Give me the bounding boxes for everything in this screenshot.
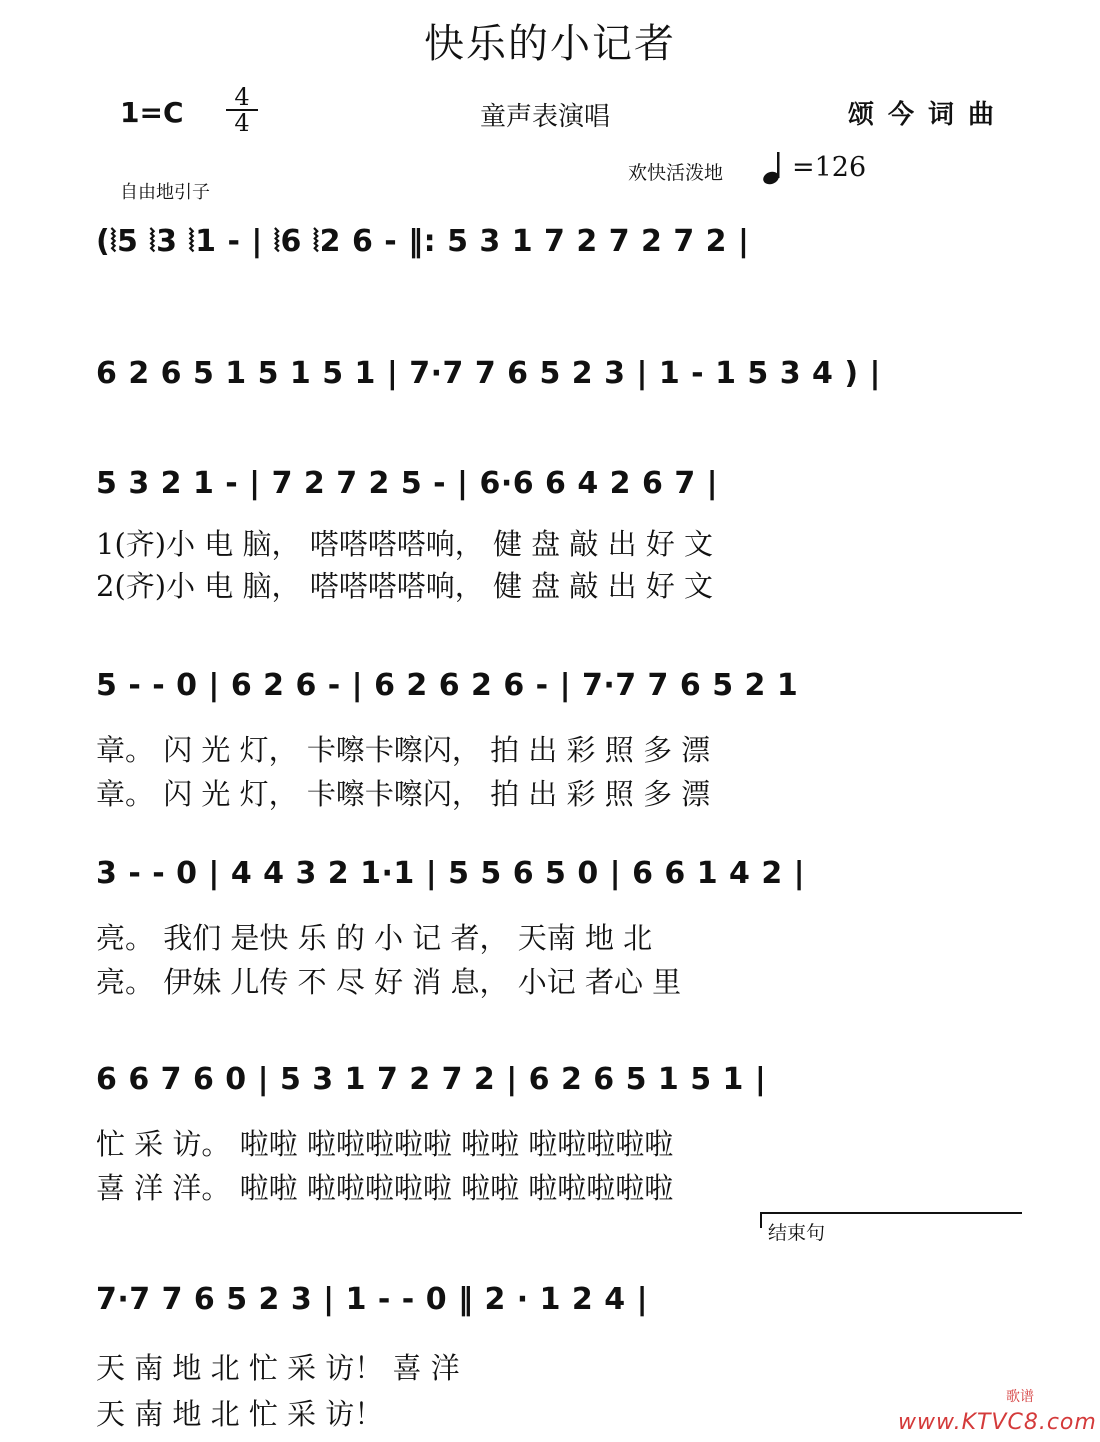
ending-label: 结束句 (768, 1222, 826, 1244)
quarter-note-icon (760, 150, 792, 186)
score-line-6: 6 6 7 6 0 | 5 3 1 7 2 7 2 | 6 2 6 5 1 5 1 | (96, 1062, 767, 1097)
score-line-2: 6 2 6 5 1 5 1 5 1 | 7·7 7 6 5 2 3 | 1 - 1 5 3 4 ) | (96, 356, 881, 391)
time-signature (226, 83, 258, 137)
song-title: 快乐的小记者 (424, 21, 676, 67)
intro-label: 自由地引子 (120, 182, 210, 203)
score-line-1: (⦚5 ⦚3 ⦚1 - | ⦚6 ⦚2 6 - ‖: 5 3 1 7 2 7 2 7 2 | (96, 224, 750, 259)
lyric-line-6-verse-1: 忙 采 访。 啦啦 啦啦啦啦啦 啦啦 啦啦啦啦啦 (96, 1127, 674, 1161)
lyric-line-5-verse-2: 亮。 伊妹 儿传 不 尽 好 消 息， 小记 者心 里 (96, 965, 682, 999)
score-line-4: 5 - - 0 | 6 2 6 - | 6 2 6 2 6 - | 7·7 7 6 5 2 1 (96, 668, 799, 703)
watermark-cn: 歌谱 (1006, 1389, 1034, 1405)
score-line-7: 7·7 7 6 5 2 3 | 1 - - 0 ‖ 2 · 1 2 4 | (96, 1282, 649, 1317)
key-text: 1=C (120, 96, 184, 129)
score-line-3: 5 3 2 1 - | 7 2 7 2 5 - | 6·6 6 4 2 6 7 | (96, 466, 719, 501)
meter-bottom: 4 (234, 109, 250, 137)
lyric-line-7-verse-1: 天 南 地 北 忙 采 访！ 喜 洋 (96, 1351, 460, 1385)
site-watermark: www.KTVC8.com (898, 1410, 1097, 1435)
key-signature (120, 96, 184, 129)
lyric-line-5-verse-1: 亮。 我们 是快 乐 的 小 记 者， 天南 地 北 (96, 921, 653, 955)
lyric-line-4-verse-2: 章。 闪 光 灯， 卡嚓卡嚓闪， 拍 出 彩 照 多 漂 (96, 777, 711, 811)
lyric-line-3-verse-1: 1(齐)小 电 脑， 嗒嗒嗒嗒响， 健 盘 敲 出 好 文 (96, 527, 714, 561)
tempo-marking: 欢快活泼地 (628, 162, 724, 184)
tempo-value: =126 (792, 152, 867, 183)
lyric-line-7-verse-2: 天 南 地 北 忙 采 访！ (96, 1397, 384, 1431)
performer: 童声表演唱 (480, 102, 611, 132)
score-line-5: 3 - - 0 | 4 4 3 2 1·1 | 5 5 6 5 0 | 6 6 1 4 2 | (96, 856, 806, 891)
author-credit: 颂今词曲 (848, 100, 1009, 130)
meter-top: 4 (234, 83, 250, 111)
lyric-line-3-verse-2: 2(齐)小 电 脑， 嗒嗒嗒嗒响， 健 盘 敲 出 好 文 (96, 569, 714, 603)
lyric-line-4-verse-1: 章。 闪 光 灯， 卡嚓卡嚓闪， 拍 出 彩 照 多 漂 (96, 733, 711, 767)
lyric-line-6-verse-2: 喜 洋 洋。 啦啦 啦啦啦啦啦 啦啦 啦啦啦啦啦 (96, 1171, 674, 1205)
